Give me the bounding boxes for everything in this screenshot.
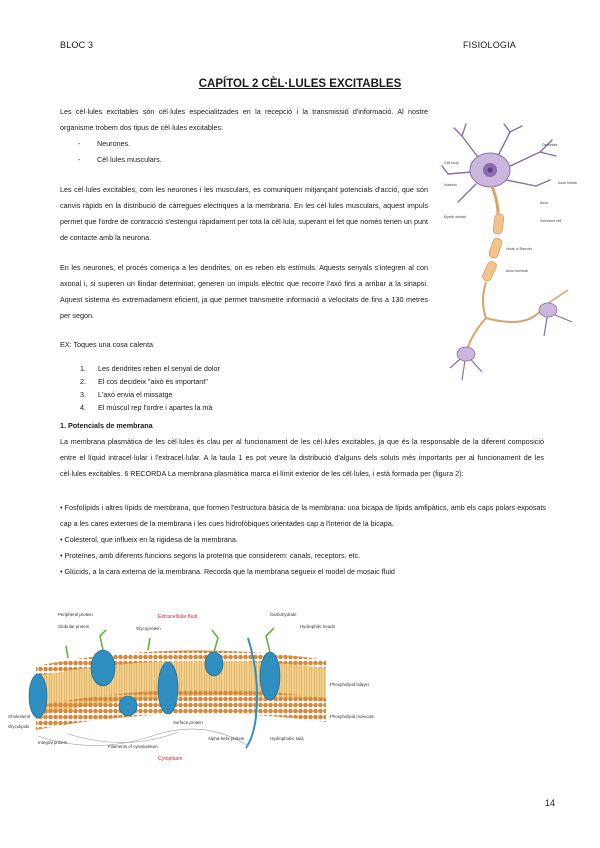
section-text: La membrana plasmàtica de les cèl·lules és clau per al funcionament de les cèl·lules excitables, ja que és la responsable de la diferent composició entre el líquid intracel·lular i l'extracel·lular. A la taula 1 es pot veure la distribució d'alguns dels soluts més importants per al funcionament de les cèl·lules excitables. 6 RECORDA La membrana plasmàtica marca el límit exterior de les cèl·lules, i està formada per (figura 2): <box>60 437 544 478</box>
neuron-illustration <box>440 122 588 392</box>
list-item: - Cèl·lules musculars. <box>60 152 162 168</box>
page-number: 14 <box>545 798 556 808</box>
label-surface-protein: Surface protein <box>173 720 203 725</box>
list-item: • Proteïnes, amb diferents funcions segons la proteïna que considerem: canals, receptors, etc. <box>60 551 361 560</box>
label-cytoplasm: Cytoplasm <box>158 756 183 762</box>
list-item: 3. L'axó envia el missatge <box>80 390 173 399</box>
intro-paragraph: Les cèl·lules excitables són cèl·lules especialitzades en la recepció i la transmissió d'informació. Al nostre organisme trobem dos tipus de cèl·lules excitables: <box>60 107 428 132</box>
neuron-label-dendrites: Dendrites <box>542 143 558 147</box>
example-title: EX: Toques una cosa calenta <box>60 340 153 349</box>
membrane-components-list <box>60 500 546 580</box>
label-filaments: Filaments of cytoskeleton <box>108 744 158 749</box>
neuron-label-terminal: Axon terminal <box>506 269 528 273</box>
neuron-label-cell-body: Cell body <box>444 161 459 165</box>
neuron-label-schwann: Schwann cell <box>540 219 562 223</box>
neuron-label-axon-hillock: Axon hillock <box>558 181 578 185</box>
example-steps <box>80 362 220 414</box>
list-item: - Neurones. <box>60 136 162 152</box>
label-peripheral-protein: Peripheral protein <box>58 612 93 617</box>
membrane-illustration <box>8 606 374 766</box>
action-potential-paragraph: Les cèl·lules excitables, com les neurones i les musculars, es comuniquen mitjançant potencials d'acció, que són canvis ràpids en la distribució de càrregues elèctriques a la membrana. En les cèl·lules musculars, aquest impuls permet que l'ordre de contracció s'estengui ràpidament per tota la cèl·lula, superant el fet que només tenen un punt de contacte amb la neurona. <box>60 185 428 242</box>
section-title: 1. Potencials de membrana <box>60 421 153 430</box>
label-glycolipids: Glycolipids <box>8 724 30 729</box>
label-phospholipid: Phospholipid molecule <box>330 714 374 719</box>
label-glycoprotein: Glycoprotein <box>136 626 161 631</box>
label-carbohydrate: Carbohydrate <box>270 612 297 617</box>
label-hydrophobic-tails: Hydrophobic tails <box>270 736 304 741</box>
label-extracellular: Extracellular fluid <box>158 614 198 620</box>
label-phospholipid-bilayer: Phospholipid bilayer <box>330 682 370 687</box>
page-title: CAPÍTOL 2 CÈL·LULES EXCITABLES <box>198 78 402 90</box>
list-item: • Colesterol, que influeix en la rigidesa de la membrana. <box>60 535 238 544</box>
list-item: • Glúcids, a la cara externa de la membrana. Recorda que la membrana segueix el model de mosaic fluid <box>60 567 395 576</box>
label-alpha-helix: Alpha-helix protein <box>208 736 245 741</box>
neuron-label-nucleus: Nucleus <box>444 183 457 187</box>
neuron-label-axon: Axon <box>540 201 549 205</box>
header-subject: FISIOLOGIA <box>462 40 516 50</box>
label-hydrophilic-heads: Hydrophilic heads <box>300 624 335 629</box>
header-bloc: BLOC 3 <box>60 40 94 50</box>
cell-types-list <box>60 136 162 168</box>
neuron-process-paragraph: En les neurones, el procés comença a les dendrites, on es reben els estímuls. Aquests senyals s'integren al con axonal i, si superen un llindar determinat, generen un impuls elèctric que recorre l'axó fins a arribar a la sinapsi. Aquest sistema és extremadament eficient, ja que permet transmetre informació a velocitats de fins a 130 metres per segon. <box>60 263 428 320</box>
list-item: 2. El cos decideix "això és important" <box>80 377 208 386</box>
list-item: 4. El múscul rep l'ordre i apartes la mà <box>80 403 213 412</box>
list-item: 1. Les dendrites reben el senyal de dolor <box>80 364 220 373</box>
label-globular-protein: Globular protein <box>58 624 90 629</box>
list-item: • Fosfolípids i altres lípids de membrana, que formen l'estructura bàsica de la membrana: una bicapa de lípids amfipàtics, amb els caps polars exposats cap a les cares externes de la membrana i les cues hidrofòbiques orientades cap a l'interior de la bicapa. <box>60 503 546 528</box>
label-integral-protein: Integral protein <box>38 740 68 745</box>
label-cholesterol: Cholesterol <box>8 714 31 719</box>
neuron-label-myelin: Myelin sheath <box>444 215 467 219</box>
neuron-label-node: Node of Ranvier <box>506 247 532 251</box>
